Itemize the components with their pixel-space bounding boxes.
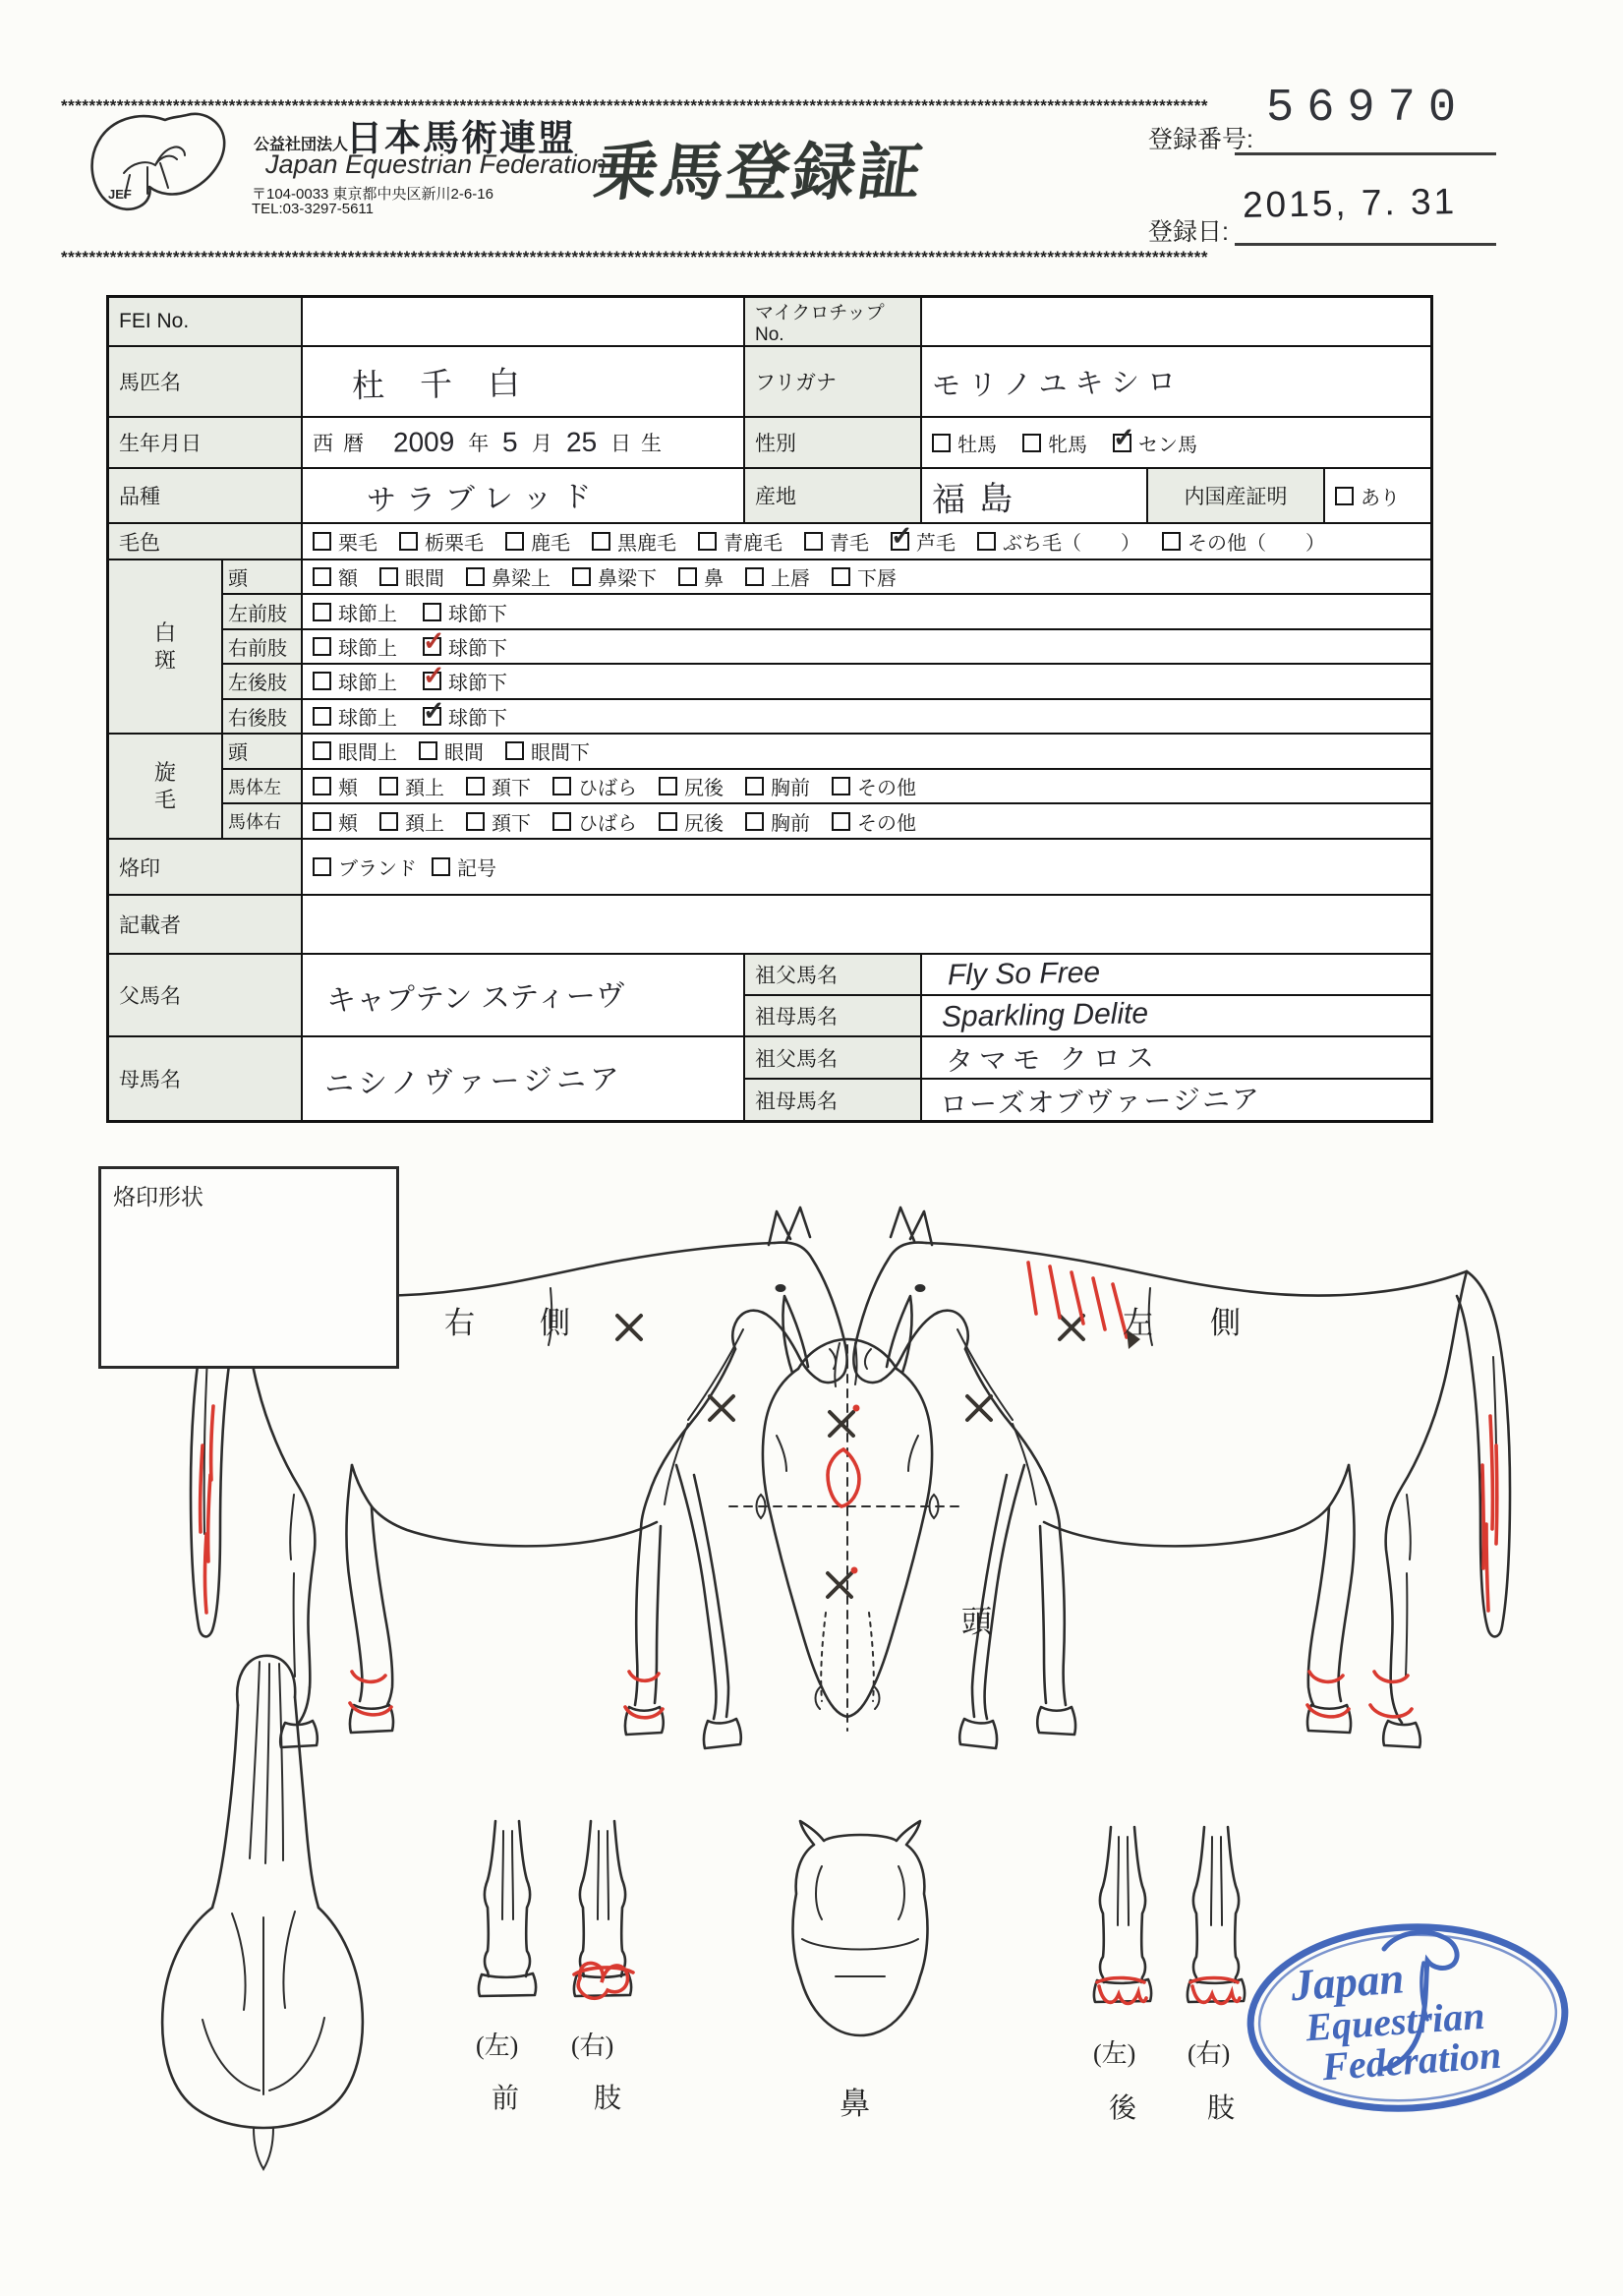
- jef-stamp-text: [1290, 1950, 1503, 2090]
- checkbox-option: [804, 527, 869, 556]
- checkbox-label: 頚下: [492, 778, 531, 799]
- recorder-value: [303, 896, 1430, 953]
- white-markings-label: 白斑: [109, 560, 223, 733]
- horse-name-value: [303, 347, 745, 416]
- checkbox-label: 尻後: [684, 778, 724, 799]
- birth-year-handwriting: 2009: [392, 426, 455, 458]
- checkbox-label: 黒鹿毛: [617, 533, 676, 555]
- checkbox-label: その他: [857, 812, 916, 835]
- checkbox-checked-icon: [423, 707, 441, 726]
- stamp-line-1: Japan: [1289, 1953, 1406, 2011]
- checkbox-option: [313, 598, 397, 626]
- white-markings-row-right-fore: [223, 630, 1430, 665]
- checkbox-label: 牝馬: [1048, 434, 1087, 456]
- checkbox-option: [745, 562, 810, 591]
- checkbox-option: [1162, 527, 1325, 556]
- jef-logo-text: JEF: [108, 187, 132, 202]
- dam-dam-handwriting: ローズオブヴァージニア: [939, 1083, 1262, 1120]
- checkbox-icon: [745, 812, 764, 831]
- hind-left-label: (左): [1093, 2039, 1136, 2068]
- checkbox-icon: [505, 741, 524, 760]
- separator-line-bottom: ********************************************************************************************************************************************************************: [61, 248, 1208, 266]
- checkbox-option: [977, 527, 1140, 556]
- checkbox-option: [505, 527, 570, 556]
- checkbox-option: [552, 772, 637, 800]
- checkbox-label: 球節上: [338, 638, 397, 661]
- white-markings-row-left-hind: [223, 665, 1430, 699]
- checkbox-option: [832, 562, 897, 591]
- checkbox-option: [552, 807, 637, 836]
- checkbox-icon: [313, 567, 331, 586]
- row-name: 右前肢: [223, 630, 303, 663]
- fei-no-value: [303, 298, 745, 345]
- checkbox-option: [399, 527, 484, 556]
- stamp-line-2: Equestrian: [1304, 1992, 1486, 2050]
- birth-suffix: 生: [641, 433, 663, 455]
- checkbox-label: 球節下: [448, 638, 507, 661]
- checkbox-label: 球節下: [448, 673, 507, 695]
- checkbox-label: 記号: [457, 858, 496, 880]
- row-name: 馬体右: [223, 804, 303, 838]
- checkbox-icon: [313, 812, 331, 831]
- registration-number-label: 登録番号:: [1148, 126, 1253, 153]
- checkbox-icon: [832, 812, 850, 831]
- checkbox-label: その他（ ）: [1188, 533, 1325, 555]
- checkbox-label: 栃栗毛: [425, 533, 484, 555]
- checkbox-option: [313, 807, 358, 836]
- brand-label: 烙印: [109, 840, 303, 894]
- checkbox-option: [592, 527, 676, 556]
- row-options: [303, 560, 1430, 593]
- checkbox-checked-icon: [423, 637, 441, 656]
- checkbox-icon: [466, 777, 485, 795]
- nose-label: 鼻: [840, 2087, 870, 2121]
- checkbox-label: ひばら: [578, 812, 637, 835]
- table-row-breed-origin: [109, 469, 1430, 524]
- checkbox-icon: [552, 812, 571, 831]
- checkbox-option: [313, 702, 397, 731]
- checkbox-checked-icon: [891, 532, 909, 551]
- checkbox-icon: [379, 567, 398, 586]
- birth-month-unit: 月: [531, 433, 552, 455]
- registration-date-underline: [1235, 243, 1496, 246]
- checkbox-icon: [379, 777, 398, 795]
- dam-sire-value: [922, 1037, 1430, 1078]
- checkbox-option: [379, 562, 444, 591]
- recorder-label: 記載者: [109, 896, 303, 953]
- checkbox-option: [313, 667, 397, 695]
- checkbox-icon: [313, 707, 331, 726]
- registration-date-label: 登録日:: [1148, 218, 1229, 246]
- horse-nose-view: [793, 1821, 928, 2035]
- stamp-line-3: Federation: [1320, 2031, 1503, 2089]
- checkbox-icon: [659, 812, 677, 831]
- checkbox-icon: [1335, 487, 1354, 505]
- checkbox-icon: [932, 434, 951, 452]
- checkbox-option: [466, 562, 551, 591]
- checkbox-icon: [745, 567, 764, 586]
- checkbox-option: [313, 562, 358, 591]
- checkbox-option: [419, 736, 484, 765]
- birth-era: 西暦: [313, 433, 374, 455]
- sire-dam-value: [922, 996, 1430, 1035]
- checkbox-option: [698, 527, 783, 556]
- checkbox-label: 鼻: [704, 568, 724, 591]
- checkbox-option: [313, 853, 417, 881]
- brand-shape-label: 烙印形状: [113, 1184, 203, 1209]
- coat-color-label: 毛色: [109, 524, 303, 559]
- checkbox-icon: [313, 532, 331, 551]
- white-markings-row-head: [223, 560, 1430, 595]
- furigana-handwriting: モリノユキシロ: [931, 366, 1185, 402]
- front-legs-label: 前肢: [492, 2084, 697, 2114]
- checkbox-label: 尻後: [684, 812, 724, 835]
- checkbox-icon: [432, 857, 450, 876]
- table-row-sire: [109, 955, 1430, 1037]
- checkbox-label: セン馬: [1138, 434, 1197, 456]
- domestic-proof-options: [1325, 469, 1430, 522]
- checkbox-icon: [379, 812, 398, 831]
- checkbox-option: [313, 527, 377, 556]
- checkbox-icon: [804, 532, 823, 551]
- microchip-no-label: マイクロチップNo.: [745, 298, 922, 345]
- horse-name-handwriting: 杜千白: [351, 363, 556, 404]
- checkbox-option: [466, 772, 531, 800]
- checkbox-checked-icon: [1113, 434, 1131, 452]
- checkbox-option: [678, 562, 724, 591]
- checkbox-option: [891, 527, 956, 556]
- brand-options: [303, 840, 1430, 894]
- checkbox-label: 頬: [338, 778, 358, 799]
- brand-shape-box: [98, 1166, 399, 1369]
- left-side-label: 左側: [1123, 1306, 1298, 1340]
- checkbox-icon: [977, 532, 996, 551]
- microchip-no-value: [922, 298, 1430, 345]
- checkbox-option: [832, 772, 916, 800]
- fei-no-label: FEI No.: [109, 298, 303, 345]
- row-options: [303, 804, 1430, 838]
- dam-dam-row: [745, 1080, 1430, 1120]
- checkbox-option: [313, 736, 397, 765]
- white-markings-row-right-hind: [223, 700, 1430, 733]
- table-section-whorls: [109, 735, 1430, 840]
- checkbox-label: 鼻梁上: [492, 568, 551, 591]
- checkbox-icon: [313, 637, 331, 656]
- checkbox-option: [1022, 429, 1087, 457]
- dam-label: 母馬名: [109, 1037, 303, 1120]
- checkbox-option: [1113, 429, 1197, 457]
- checkbox-label: 青毛: [830, 533, 869, 555]
- sire-label: 父馬名: [109, 955, 303, 1035]
- sire-handwriting: キャプテン スティーヴ: [325, 979, 626, 1018]
- checkbox-label: 上唇: [771, 568, 810, 591]
- birthdate-label: 生年月日: [109, 418, 303, 467]
- sire-sire-value: [922, 955, 1430, 994]
- checkbox-label: その他: [857, 778, 916, 799]
- leg-red-markings: [574, 1963, 1240, 2003]
- birth-year-unit: 年: [468, 433, 490, 455]
- front-left-label: (左): [476, 2031, 519, 2060]
- checkbox-label: 額: [338, 568, 358, 591]
- checkbox-option: [745, 807, 810, 836]
- origin-domestic-group: [922, 469, 1430, 522]
- sire-sire-label: 祖父馬名: [745, 955, 922, 994]
- sex-label: 性別: [745, 418, 922, 467]
- sire-sire-handwriting: Fly So Free: [947, 956, 1101, 992]
- checkbox-label: 眼間下: [531, 742, 590, 765]
- checkbox-label: 芦毛: [916, 533, 956, 555]
- checkbox-icon: [678, 567, 697, 586]
- dam-sire-row: [745, 1037, 1430, 1080]
- row-name: 左前肢: [223, 595, 303, 627]
- checkbox-icon: [505, 532, 524, 551]
- org-name: 日本馬術連盟: [346, 118, 576, 158]
- furigana-label: フリガナ: [745, 347, 922, 416]
- horse-name-label: 馬匹名: [109, 347, 303, 416]
- checkbox-icon: [466, 812, 485, 831]
- checkbox-icon: [1162, 532, 1181, 551]
- dam-dam-label: 祖母馬名: [745, 1080, 922, 1120]
- table-row-brand: [109, 840, 1430, 896]
- whorls-row-body-left: [223, 770, 1430, 805]
- horse-head-front-view: [729, 1296, 965, 1731]
- hind-legs-label: 後肢: [1109, 2093, 1306, 2124]
- org-telephone: TEL:03-3297-5611: [252, 201, 374, 217]
- origin-value: [922, 469, 1148, 522]
- checkbox-icon: [466, 567, 485, 586]
- checkbox-icon: [313, 857, 331, 876]
- checkbox-icon: [419, 741, 437, 760]
- sire-value: [303, 955, 745, 1035]
- sire-sire-row: [745, 955, 1430, 996]
- dam-value: [303, 1037, 745, 1120]
- sex-options: [922, 418, 1430, 467]
- org-type: 公益社団法人: [254, 137, 349, 153]
- row-name: 馬体左: [223, 770, 303, 803]
- breed-label: 品種: [109, 469, 303, 522]
- row-options: [303, 665, 1430, 697]
- checkbox-option: [379, 807, 444, 836]
- sire-dam-label: 祖母馬名: [745, 996, 922, 1035]
- checkbox-icon: [313, 777, 331, 795]
- checkbox-option: [432, 853, 496, 881]
- row-name: 左後肢: [223, 665, 303, 697]
- birth-day-handwriting: 25: [565, 426, 598, 458]
- checkbox-label: 頚下: [492, 812, 531, 835]
- checkbox-option: [423, 667, 507, 695]
- birthdate-value: [303, 418, 745, 467]
- dam-handwriting: ニシノヴァージニア: [323, 1063, 624, 1101]
- table-row-recorder: [109, 896, 1430, 955]
- hind-right-label: (右): [1188, 2039, 1231, 2068]
- right-side-label: 右側: [444, 1306, 635, 1340]
- checkbox-label: 球節上: [338, 707, 397, 730]
- checkbox-icon: [572, 567, 591, 586]
- horse-top-view: [162, 1656, 363, 2169]
- checkbox-icon: [698, 532, 717, 551]
- furigana-value: [922, 347, 1430, 416]
- table-row-coat-color: [109, 524, 1430, 560]
- checkbox-option: [832, 807, 916, 836]
- breed-handwriting: サラブレッド: [366, 480, 602, 518]
- checkbox-option: [423, 598, 507, 626]
- origin-label: 産地: [745, 469, 922, 522]
- checkbox-label: 青鹿毛: [724, 533, 783, 555]
- registration-number-value: 56970: [1266, 83, 1470, 135]
- leg-front-view: [479, 1821, 536, 1996]
- domestic-proof-label: 内国産証明: [1148, 469, 1325, 522]
- checkbox-option: [659, 807, 724, 836]
- white-markings-row-left-fore: [223, 595, 1430, 629]
- checkbox-label: 鼻梁下: [598, 568, 657, 591]
- dam-dam-value: [922, 1080, 1430, 1120]
- checkbox-option: [466, 807, 531, 836]
- birth-month-handwriting: 5: [502, 426, 519, 458]
- checkbox-icon: [832, 567, 850, 586]
- checkbox-icon: [399, 532, 418, 551]
- row-options: [303, 770, 1430, 803]
- head-label: 頭: [961, 1605, 992, 1639]
- checkbox-label: 球節上: [338, 603, 397, 625]
- row-options: [303, 735, 1430, 768]
- checkbox-option: [313, 632, 397, 661]
- registration-date-value: 2015, 7. 31: [1242, 181, 1458, 225]
- checkbox-option: [423, 632, 507, 661]
- checkbox-icon: [592, 532, 610, 551]
- certificate-title: 乗馬登録証: [590, 137, 930, 207]
- table-row-dam: [109, 1037, 1430, 1120]
- row-options: [303, 630, 1430, 663]
- checkbox-label: 鹿毛: [531, 533, 570, 555]
- table-section-white-markings: [109, 560, 1430, 735]
- checkbox-label: 眼間上: [338, 742, 397, 765]
- row-name: 頭: [223, 560, 303, 593]
- row-name: 右後肢: [223, 700, 303, 733]
- dam-sire-label: 祖父馬名: [745, 1037, 922, 1078]
- checkbox-label: 頚上: [405, 778, 444, 799]
- checkbox-icon: [832, 777, 850, 795]
- checkbox-label: ぶち毛（ ）: [1003, 533, 1140, 555]
- checkbox-checked-icon: [423, 672, 441, 690]
- checkbox-icon: [423, 603, 441, 621]
- checkbox-icon: [659, 777, 677, 795]
- checkbox-option: [313, 772, 358, 800]
- checkbox-option: [1335, 482, 1400, 510]
- separator-line-top: ********************************************************************************************************************************************************************: [61, 96, 1208, 115]
- checkbox-label: 球節上: [338, 673, 397, 695]
- checkbox-label: 下唇: [857, 568, 897, 591]
- checkbox-option: [423, 702, 507, 731]
- checkbox-icon: [313, 672, 331, 690]
- checkbox-label: ひばら: [578, 778, 637, 799]
- checkbox-label: ブランド: [338, 858, 417, 880]
- checkbox-label: 胸前: [771, 812, 810, 835]
- dam-sire-handwriting: タマモ クロス: [945, 1041, 1161, 1077]
- checkbox-option: [932, 429, 997, 457]
- checkbox-label: 眼間: [444, 742, 484, 765]
- registration-number-underline: [1235, 152, 1496, 155]
- row-name: 頭: [223, 735, 303, 768]
- checkbox-option: [379, 772, 444, 800]
- checkbox-label: 胸前: [771, 778, 810, 799]
- checkbox-label: 牡馬: [957, 434, 997, 456]
- whorls-row-body-right: [223, 804, 1430, 838]
- checkbox-icon: [1022, 434, 1041, 452]
- checkbox-icon: [313, 741, 331, 760]
- checkbox-icon: [313, 603, 331, 621]
- table-row-fei: [109, 298, 1430, 347]
- origin-handwriting: 福島: [931, 479, 1027, 519]
- table-row-birth-sex: [109, 418, 1430, 469]
- org-name-english: Japan Equestrian Federation: [265, 149, 607, 179]
- checkbox-label: 球節下: [448, 603, 507, 625]
- table-row-name: [109, 347, 1430, 418]
- checkbox-option: [745, 772, 810, 800]
- registration-table: [106, 295, 1433, 1123]
- row-options: [303, 595, 1430, 627]
- checkbox-label: あり: [1361, 487, 1400, 509]
- checkbox-option: [572, 562, 657, 591]
- checkbox-label: 球節下: [448, 707, 507, 730]
- coat-color-options: [303, 524, 1430, 559]
- birth-day-unit: 日: [610, 433, 632, 455]
- row-options: [303, 700, 1430, 733]
- checkbox-option: [505, 736, 590, 765]
- whorls-row-head: [223, 735, 1430, 770]
- checkbox-icon: [552, 777, 571, 795]
- checkbox-label: 頚上: [405, 812, 444, 835]
- org-address: 〒104-0033 東京都中央区新川2-6-16: [252, 186, 493, 203]
- checkbox-label: 眼間: [405, 568, 444, 591]
- checkbox-label: 栗毛: [338, 533, 377, 555]
- checkbox-icon: [745, 777, 764, 795]
- sire-dam-handwriting: Sparkling Delite: [941, 997, 1149, 1033]
- breed-value: [303, 469, 745, 522]
- front-right-label: (右): [571, 2031, 614, 2060]
- whorls-label: 旋毛: [109, 735, 223, 838]
- checkbox-option: [659, 772, 724, 800]
- checkbox-label: 頬: [338, 812, 358, 835]
- sire-dam-row: [745, 996, 1430, 1035]
